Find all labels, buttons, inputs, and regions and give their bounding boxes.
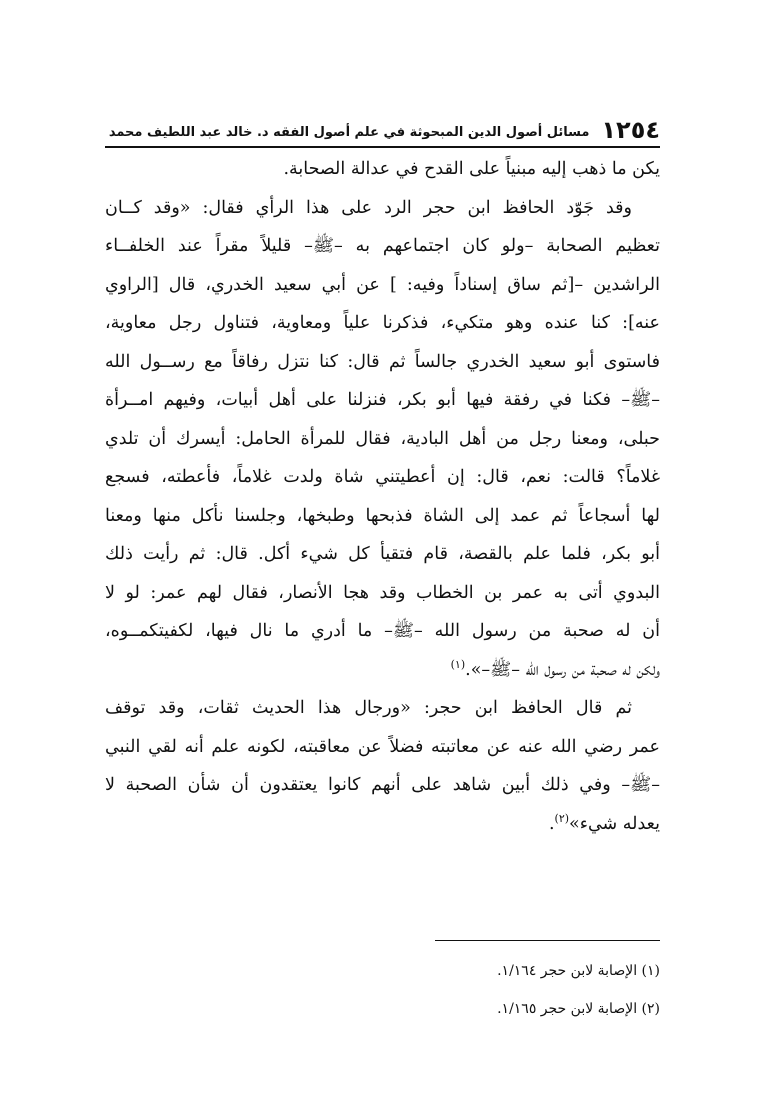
text-line: غلاماً؟ قالت: نعم، قال: إن أعطيتني شاة ولدت غلاماً، فأعطته، فسجع	[105, 467, 660, 487]
text-line: عمر رضي الله عنه عن معاتبته فضلاً عن معاقبته، لكونه علم أنه لقي النبي	[105, 736, 660, 757]
footnote-ref-1: (١)	[450, 657, 466, 671]
paragraph-2	[105, 189, 660, 690]
text-line: البدوي أتى به عمر بن الخطاب وقد هجا الأنصار، فقال لهم عمر: لو لا	[105, 582, 660, 603]
text-line: حبلى، ومعنا رجل من أهل البادية، فقال للمرأة الحامل: أيسرك أن تلدي	[105, 428, 660, 449]
running-header-title: مسائل أصول الدين المبحوثة في علم أصول الفقه د. خالد عبد اللطيف محمد	[108, 125, 590, 140]
text-line: أبو بكر، فلما علم بالقصة، قام فتقيأ كل شيء أكل. قال: ثم رأيت ذلك	[105, 544, 660, 564]
paragraph-1	[105, 150, 660, 189]
text-segment: .	[548, 813, 555, 834]
text-line: يكن ما ذهب إليه مبنياً على القدح في عدالة الصحابة.	[283, 159, 660, 179]
page-number: ١٢٥٤	[601, 116, 660, 144]
text-line: فاستوى أبو سعيد الخدري جالساً ثم قال: كنا نتزل رفاقاً مع رســول الله	[105, 351, 660, 372]
text-line: ثم قال الحافظ ابن حجر: «ورجال هذا الحديث ثقات، وقد توقف	[105, 698, 632, 718]
footnote-divider	[435, 940, 660, 941]
paragraph-3	[105, 689, 660, 843]
text-segment: ولكن له صحبة من رسول الله –ﷺ–».	[465, 659, 660, 680]
text-line: عنه]: كنا عنده وهو متكيء، فذكرنا علياً ومعاوية، فتناول رجل معاوية،	[105, 313, 660, 333]
footnote-1: (١) الإصابة لابن حجر ١/١٦٤.	[497, 963, 660, 979]
footnote-2: (٢) الإصابة لابن حجر ١/١٦٥.	[497, 1001, 660, 1017]
running-header	[105, 114, 660, 148]
text-line: أن له صحبة من رسول الله –ﷺ– ما أدري ما نال فيها، لكفيتكمــوه،	[105, 621, 660, 641]
text-line: الراشدين –[ثم ساق إسناداً وفيه: ] عن أبي سعيد الخدري، قال [الراوي	[105, 274, 660, 295]
text-line	[105, 651, 660, 690]
text-line: –ﷺ– فكنا في رفقة فيها أبو بكر، فنزلنا على أهل أبيات، وفيهم امــرأة	[105, 390, 660, 410]
text-segment: يعدله شيء»	[569, 813, 660, 834]
text-line: –ﷺ– وفي ذلك أبين شاهد على أنهم كانوا يعتقدون أن شأن الصحبة لا	[105, 775, 660, 795]
text-line: تعظيم الصحابة –ولو كان اجتماعهم به –ﷺ– قليلاً مقراً عند الخلفــاء	[105, 236, 660, 256]
text-line: لها أسجاعاً ثم عمد إلى الشاة فذبحها وطبخها، وجلسنا نأكل منها ومعنا	[105, 505, 660, 526]
text-line	[105, 805, 660, 844]
footnote-ref-2: (٢)	[554, 811, 570, 825]
main-text	[105, 150, 660, 843]
text-line: وقد جَوّد الحافظ ابن حجر الرد على هذا الرأي فقال: «وقد كــان	[105, 197, 632, 218]
footnotes	[105, 952, 660, 1028]
